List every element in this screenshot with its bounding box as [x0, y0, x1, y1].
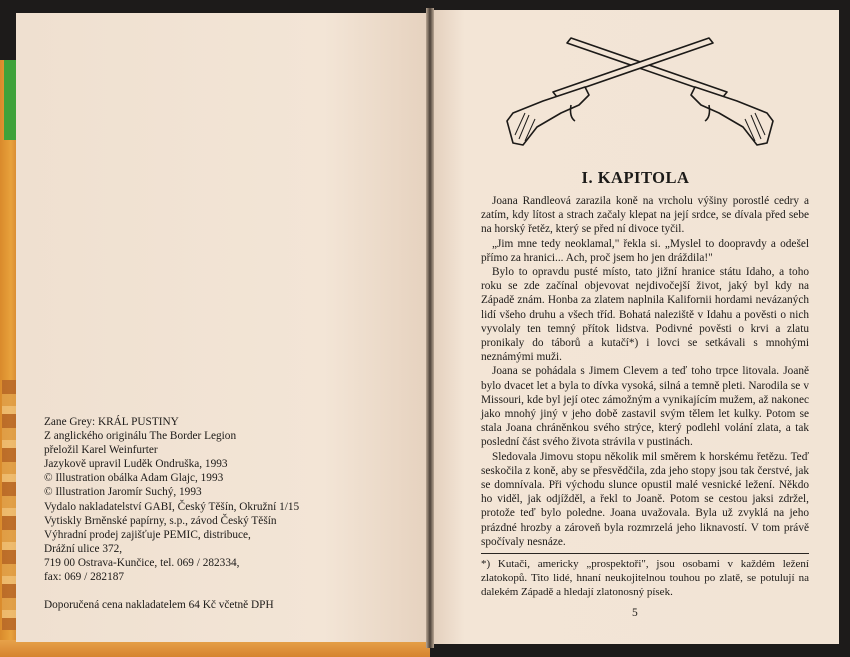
- imprint-line: Z anglického originálu The Border Legion: [44, 430, 237, 443]
- imprint-line: Jazykově upravil Luděk Ondruška, 1993: [44, 458, 228, 471]
- imprint-line: Vydalo nakladatelství GABI, Český Těšín, Okružní 1/15: [44, 500, 300, 513]
- imprint-line: © Illustration obálka Adam Glajc, 1993: [44, 472, 224, 485]
- paragraph: Joana Randleová zarazila koně na vrcholu výšiny porostlé cedry a zatím, kdy lítost a strach začaly klepat na její srdce, se dívala před sebe na horský řetěz, který se před ní divoce tyčil.: [481, 195, 809, 236]
- imprint-line: © Illustration Jaromír Suchý, 1993: [44, 486, 202, 499]
- imprint-line: Zane Grey: KRÁL PUSTINY: [44, 416, 179, 428]
- paragraph: Sledovala Jimovu stopu několik mil směrem k horskému řetězu. Teď seskočila z koně, aby se přesvědčila, zda jeho stopy jsou tak čerstvé, jak se domnívala. Při východu slunce opustil malé vesnické ležení. Někdo ho viděl, jak odjížděl, a řekl to Joaně. Potom se cestou jaksi zdržel, protože teď bylo poledne. Joana uvažovala. Byla už zvyklá na jeho prázdné hrozby a zároveň byla rozmrzelá jeho liknavostí. V tom právě spočívaly nesnáze.: [481, 450, 809, 548]
- page-number: 5: [632, 607, 638, 619]
- imprint-line: fax: 069 / 282187: [44, 571, 125, 584]
- paragraph: Joana se pohádala s Jimem Clevem a teď toho trpce litovala. Joaně bylo dvacet let a byla to dívka vysoká, silná a temně pleti. Narodila se v Missouri, kde byl její otec zámožným a vynikajícím mužem, až nakonec jako mnohý jiný v jeho době zastavil svým tělem let kulky. Potom se stala Joana chráněnkou svého strýce, který podlehl volání zlata, a tak poslední část svého života strávila v pustinách.: [481, 365, 809, 449]
- crossed-rifles-icon: [505, 35, 775, 150]
- imprint-line: Vytiskly Brněnské papírny, s.p., závod Český Těšín: [44, 514, 277, 527]
- imprint-price: Doporučená cena nakladatelem 64 Kč včetně DPH: [44, 599, 274, 612]
- paragraph: Bylo to opravdu pusté místo, tato jižní hranice státu Idaho, a toho roku se zde začínal objevovat nejdivočejší život, jaký byl kdy na Západě znám. Honba za zlatem naplnila Kalifornii hordami nevázaných lidí všeho druhu a všech tříd. Bohatá naleziště v Idahu a pověsti o nich vyvolaly ten temný přítok lidstva. Podivné pověsti o krvi a zlatu pronikaly do táborů a kutačí*) i lovci se setkávali s mnohými neznámými muži.: [481, 266, 809, 364]
- imprint-line: Drážní ulice 372,: [44, 542, 123, 555]
- chapter-body: [481, 194, 809, 549]
- imprint-line: Výhradní prodej zajišťuje PEMIC, distribuce,: [44, 528, 251, 541]
- footnote-text: *) Kutači, americky „prospektoři", jsou osobami v každém ležení zlatokopů. Tito lidé, hnaní neukojitelnou touhou po zlatě, se potulují na dalekém Západě a hledají zlatonosný písek.: [481, 558, 809, 598]
- footnote: [481, 557, 809, 599]
- paragraph: „Jim mne tedy neoklamal," řekla si. „Myslel to doopravdy a odešel přímo za hranici... Ach, proč jsem ho jen dráždila!": [481, 237, 809, 264]
- book-cover-bottom-edge: [0, 640, 430, 657]
- imprint-block: [44, 415, 374, 612]
- imprint-line: 719 00 Ostrava-Kunčice, tel. 069 / 282334,: [44, 556, 240, 569]
- book-cover-stripe: [4, 60, 16, 140]
- chapter-title: I. KAPITOLA: [581, 168, 690, 187]
- book-gutter: [426, 8, 434, 648]
- footnote-divider: [481, 553, 809, 554]
- imprint-line: přeložil Karel Weinfurter: [44, 444, 158, 457]
